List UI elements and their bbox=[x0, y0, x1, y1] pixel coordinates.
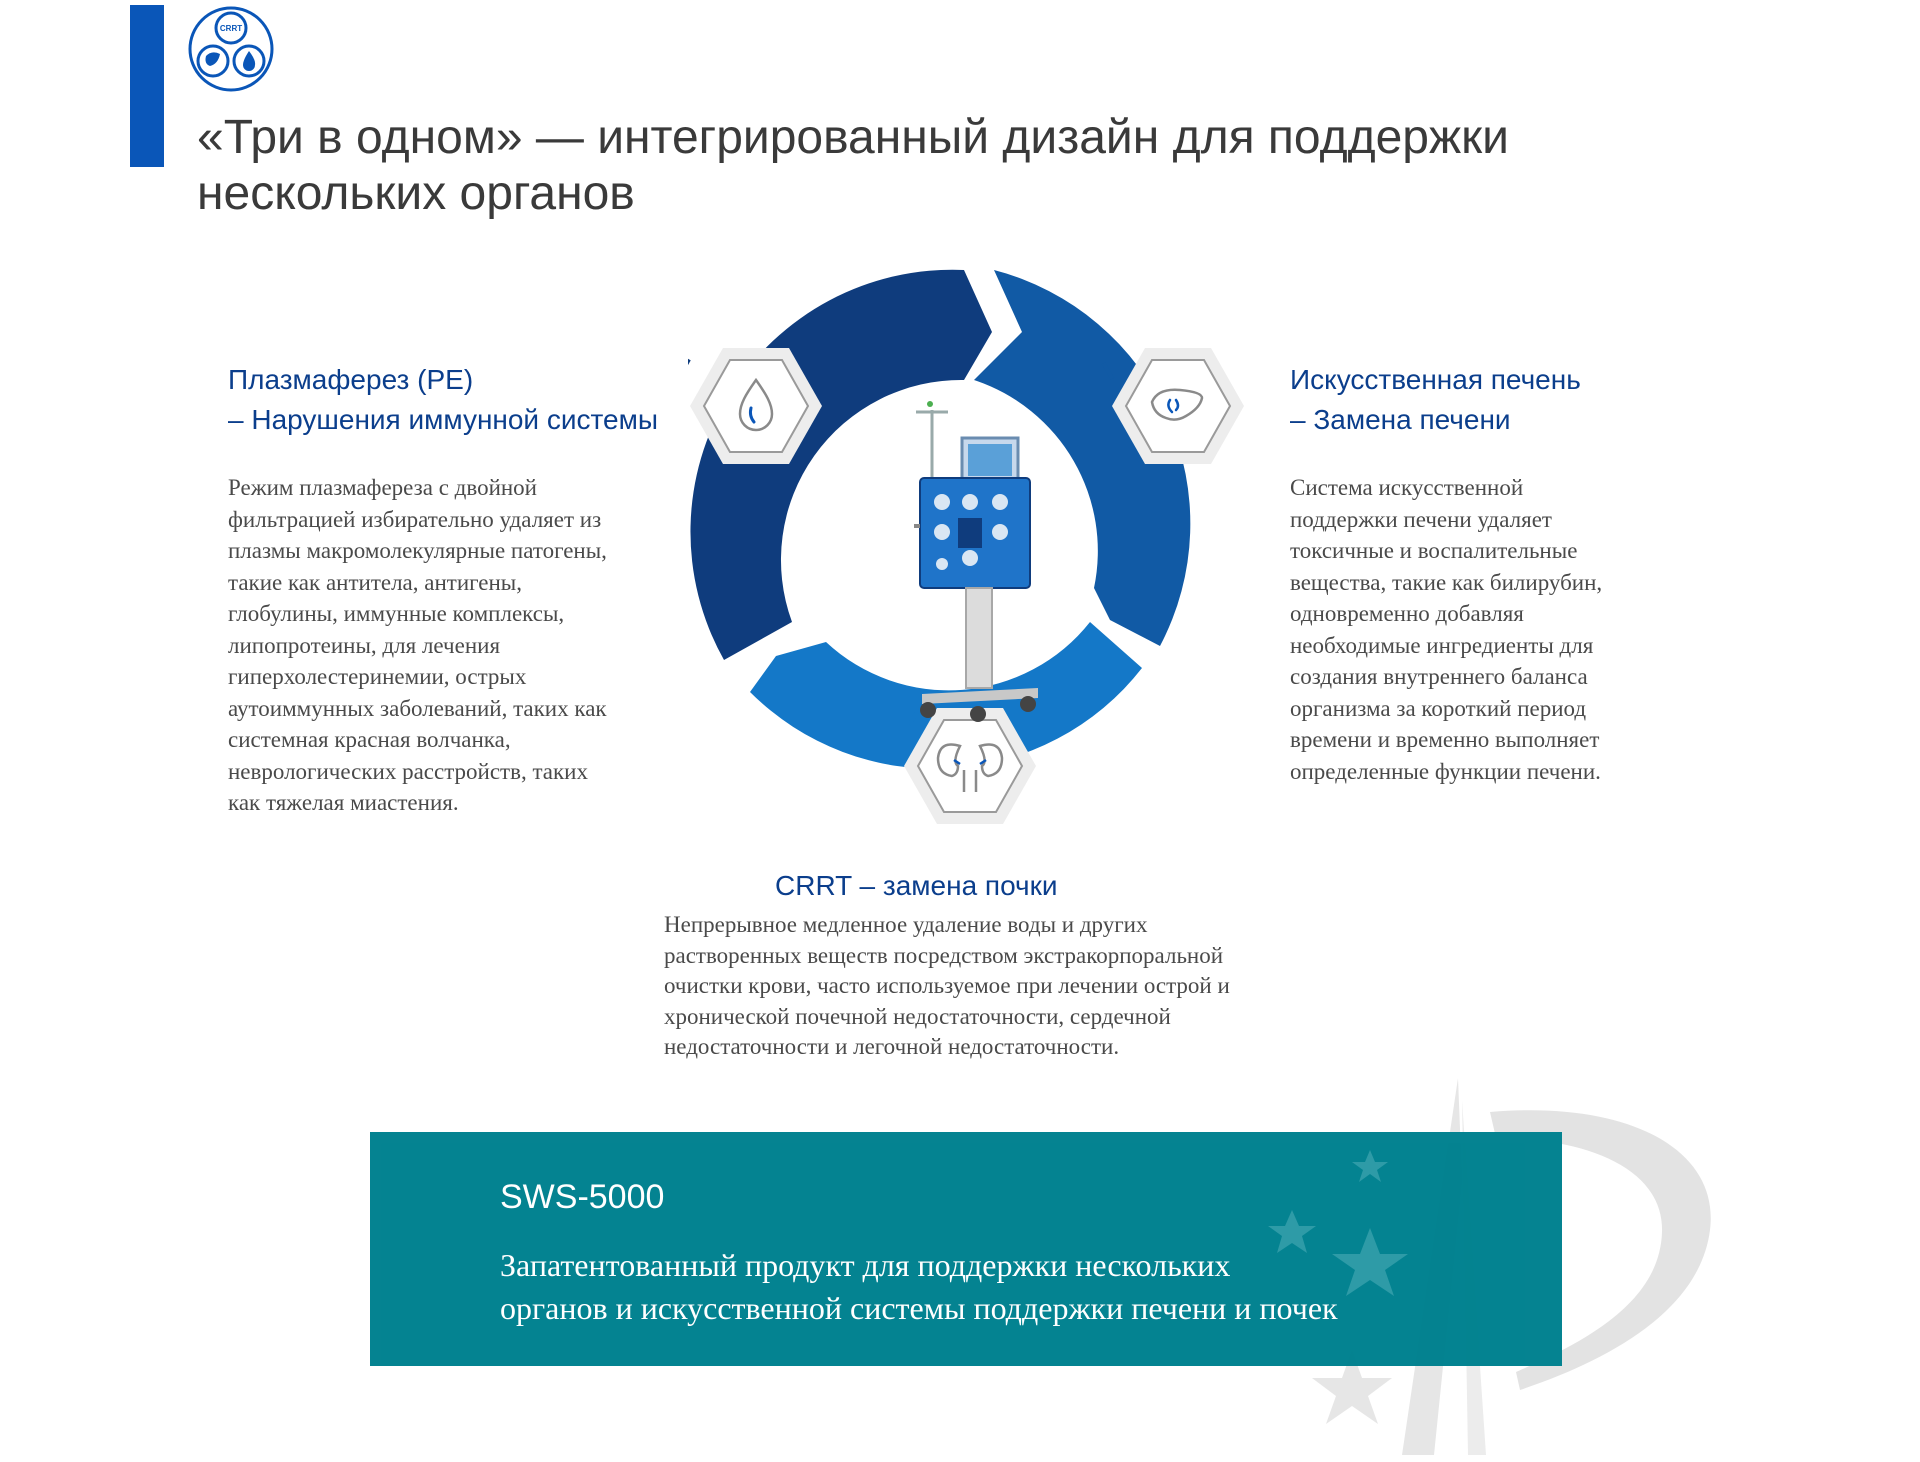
banner-text-line-1: Запатентованный продукт для поддержки нескольких bbox=[500, 1247, 1231, 1283]
banner-text-line-2: органов и искусственной системы поддержки печени и почек bbox=[500, 1290, 1338, 1326]
liver-body-line: организма за короткий период bbox=[1290, 695, 1587, 721]
crrt-body-line: хронической почечной недостаточности, сердечной bbox=[664, 1003, 1171, 1029]
organ-cycle-diagram bbox=[688, 258, 1248, 838]
liver-body-line: создания внутреннего баланса bbox=[1290, 664, 1588, 689]
liver-body-line: поддержки печени удаляет bbox=[1290, 506, 1552, 532]
section-body-artificial-liver bbox=[1290, 472, 1690, 787]
liver-body-line: времени и временно выполняет bbox=[1290, 727, 1600, 752]
pe-heading-line-1: Плазмаферез (PE) bbox=[228, 364, 474, 395]
pe-body-line: гиперхолестеринемии, острых bbox=[228, 664, 527, 689]
pe-body-line: аутоиммунных заболеваний, таких как bbox=[228, 695, 607, 721]
crrt-body-line: Непрерывное медленное удаление воды и других bbox=[664, 912, 1148, 937]
pe-body-line: фильтрацией избирательно удаляет из bbox=[228, 506, 602, 532]
pe-body-line: липопротеины, для лечения bbox=[228, 632, 501, 658]
section-heading-artificial-liver bbox=[1290, 360, 1690, 440]
product-banner bbox=[370, 1132, 1562, 1366]
liver-body-line: определенные функции печени. bbox=[1290, 758, 1601, 784]
pe-body-line: системная красная волчанка, bbox=[228, 727, 511, 752]
banner-text bbox=[500, 1244, 1500, 1330]
sws-5000-machine-illustration bbox=[914, 401, 1038, 722]
section-heading-crrt: CRRT – замена почки bbox=[775, 870, 1058, 901]
logo-text: CRRT bbox=[219, 24, 243, 33]
pe-body-line: такие как антитела, антигены, bbox=[228, 569, 522, 595]
liver-body-line: необходимые ингредиенты для bbox=[1290, 632, 1594, 658]
pe-body-line: плазмы макромолекулярные патогены, bbox=[228, 538, 607, 563]
liver-heading-line-2: – Замена печени bbox=[1290, 404, 1511, 435]
crrt-body-line: растворенных веществ посредством экстракорпоральной bbox=[664, 942, 1224, 968]
liver-body-line: одновременно добавляя bbox=[1290, 601, 1524, 626]
pe-body-line: как тяжелая миастения. bbox=[228, 790, 459, 815]
crrt-body-line: недостаточности и легочной недостаточности. bbox=[664, 1034, 1120, 1059]
section-heading-plasmapheresis bbox=[228, 360, 748, 440]
section-body-plasmapheresis bbox=[228, 472, 688, 819]
banner-title: SWS-5000 bbox=[500, 1178, 665, 1216]
accent-bar bbox=[130, 5, 164, 167]
liver-body-line: вещества, такие как билирубин, bbox=[1290, 569, 1603, 595]
pe-body-line: глобулины, иммунные комплексы, bbox=[228, 601, 565, 626]
pe-heading-line-2: – Нарушения иммунной системы bbox=[228, 404, 658, 435]
title-line-2: нескольких органов bbox=[197, 167, 635, 220]
liver-body-line: токсичные и воспалительные bbox=[1290, 538, 1578, 563]
pe-body-line: Режим плазмафереза с двойной bbox=[228, 475, 537, 500]
crrt-body-line: очистки крови, часто используемое при лечении острой и bbox=[664, 973, 1230, 998]
wheel-segment-top-left bbox=[690, 270, 992, 660]
liver-heading-line-1: Искусственная печень bbox=[1290, 364, 1581, 395]
liver-body-line: Система искусственной bbox=[1290, 475, 1524, 500]
organs-logo-icon bbox=[186, 4, 276, 94]
section-body-crrt bbox=[664, 910, 1304, 1063]
pe-body-line: неврологических расстройств, таких bbox=[228, 758, 588, 784]
title-line-1: «Три в одном» — интегрированный дизайн для поддержки bbox=[197, 111, 1509, 164]
page-title bbox=[197, 110, 1647, 222]
